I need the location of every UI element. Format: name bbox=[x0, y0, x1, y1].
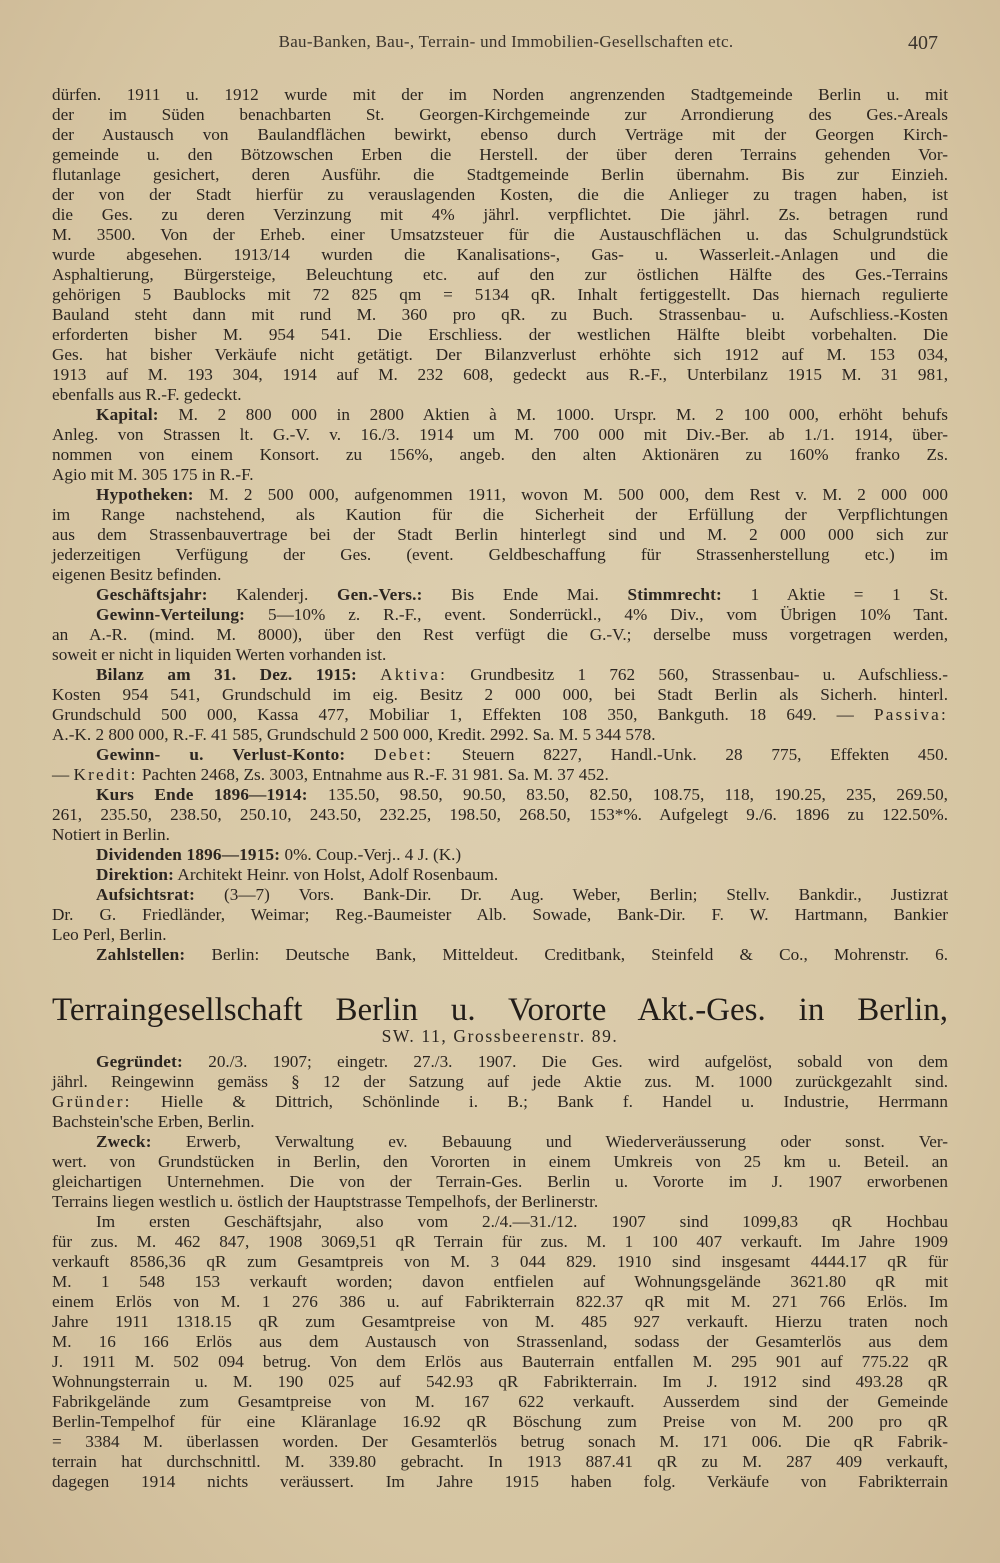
text-line bbox=[52, 1352, 948, 1372]
text-line bbox=[52, 945, 948, 965]
text-line bbox=[52, 265, 948, 285]
text-run: ebenfalls aus R.-F. gedeckt. bbox=[52, 385, 242, 404]
text-line bbox=[52, 725, 948, 745]
text-run: wert. von Grundstücken in Berlin, den Vororten in einem Umkreis von 25 km u. Beteil. an bbox=[52, 1152, 948, 1171]
text-run: der im Süden benachbarten St. Georgen-Kirchgemeinde zur Arrondierung des Ges.-Areals bbox=[52, 105, 948, 124]
text-run: Architekt Heinr. von Holst, Adolf Rosenbaum. bbox=[174, 865, 499, 884]
text-line bbox=[52, 205, 948, 225]
field-label: Bilanz am 31. Dez. 1915: bbox=[96, 665, 357, 684]
text-run: 1 Aktie = 1 St. bbox=[721, 585, 948, 604]
text-run: Pachten 2468, Zs. 3003, Entnahme aus R.-F. 31 981. Sa. M. 37 452. bbox=[137, 765, 609, 784]
text-run: jährl. Reingewinn gemäss § 12 der Satzung auf jede Aktie zus. M. 1000 zurückgezahlt sind. bbox=[52, 1072, 948, 1091]
text-line bbox=[52, 1172, 948, 1192]
text-run: erforderten bisher M. 954 541. Die Erschliess. der westlichen Hälfte bleibt vorbehalten. Die bbox=[52, 325, 948, 344]
text-line bbox=[52, 325, 948, 345]
field-label: Gen.-Vers.: bbox=[337, 585, 423, 604]
text-line bbox=[52, 1332, 948, 1352]
text-run: dagegen 1914 nichts veräussert. Im Jahre 1915 haben folg. Verkäufe von Fabrikterrain bbox=[52, 1472, 948, 1491]
text-line bbox=[52, 105, 948, 125]
text-run: der Austausch von Baulandflächen bewirkt, ebenso durch Verträge mit der Georgen Kirch- bbox=[52, 125, 948, 144]
text-line bbox=[52, 705, 948, 725]
text-run: wurde abgesehen. 1913/14 wurden die Kanalisations-, Gas- u. Wasserleit.-Anlagen und die bbox=[52, 245, 948, 264]
text-run: A.-K. 2 800 000, R.-F. 41 585, Grundschuld 2 500 000, Kredit. 2992. Sa. M. 5 344 578. bbox=[52, 725, 656, 744]
text-run: — bbox=[52, 765, 74, 784]
spaced-label: Debet: bbox=[374, 745, 434, 764]
text-line bbox=[52, 85, 948, 105]
text-line bbox=[52, 805, 948, 825]
field-label: Dividenden 1896—1915: bbox=[96, 845, 281, 864]
text-run: Notiert in Berlin. bbox=[52, 825, 170, 844]
text-line bbox=[52, 785, 948, 805]
text-run: im Range nachstehend, als Kaution für die Sicherheit der Erfüllung der Verpflichtungen bbox=[52, 505, 948, 524]
field-label: Aufsichtsrat: bbox=[96, 885, 196, 904]
company-entry-continued bbox=[52, 85, 948, 965]
text-run: soweit er nicht in liquiden Werten vorhanden ist. bbox=[52, 645, 387, 664]
field-label: Hypotheken: bbox=[96, 485, 194, 504]
text-line bbox=[52, 545, 948, 565]
text-run: Bachstein'sche Erben, Berlin. bbox=[52, 1112, 255, 1131]
text-run: = 3384 M. überlassen worden. Der Gesamterlös betrug sonach M. 171 006. Die qR Fabrik- bbox=[52, 1432, 948, 1451]
text-line bbox=[52, 1372, 948, 1392]
text-run: Terrains liegen westlich u. östlich der Hauptstrasse Tempelhofs, der Berlinerstr. bbox=[52, 1192, 599, 1211]
text-run: M. 3500. Von der Erheb. einer Umsatzsteuer für die Austauschflächen u. das Schulgrundstück bbox=[52, 225, 948, 244]
text-run: 261, 235.50, 238.50, 250.10, 243.50, 232.25, 198.50, 268.50, 153*%. Aufgelegt 9./6. 1896 zu 122.50%. bbox=[52, 805, 948, 824]
company-address: SW. 11, Grossbeerenstr. 89. bbox=[381, 1026, 619, 1046]
text-line bbox=[52, 285, 948, 305]
text-run: Bis Ende Mai. bbox=[422, 585, 628, 604]
field-label: Zahlstellen: bbox=[96, 945, 186, 964]
text-line bbox=[52, 305, 948, 325]
text-line bbox=[52, 1412, 948, 1432]
text-line bbox=[52, 585, 948, 605]
text-run: Bauland steht dann mit rund M. 360 pro qR. zu Buch. Strassenbau- u. Aufschliess.-Kosten bbox=[52, 305, 948, 324]
text-run: nommen von einem Konsort. zu 156%, angeb. den alten Aktionären zu 160% franko Zs. bbox=[52, 445, 948, 464]
text-line bbox=[52, 865, 948, 885]
text-line bbox=[52, 125, 948, 145]
text-run: M. 1 548 153 verkauft worden; davon entfielen auf Wohnungsgelände 3621.80 qR mit bbox=[52, 1272, 948, 1291]
text-line bbox=[52, 1312, 948, 1332]
text-run: M. 2 800 000 in 2800 Aktien à M. 1000. Urspr. M. 2 100 000, erhöht behufs bbox=[158, 405, 948, 424]
text-run: Ges. hat bisher Verkäufe nicht getätigt. Der Bilanzverlust erhöhte sich 1912 auf M. 153 034, bbox=[52, 345, 948, 364]
text-run: Grundbesitz 1 762 560, Strassenbau- u. Aufschliess.- bbox=[447, 665, 949, 684]
text-line bbox=[52, 1052, 948, 1072]
text-run: Hielle & Dittrich, Schönlinde i. B.; Bank f. Handel u. Industrie, Herrmann bbox=[131, 1092, 948, 1111]
text-line bbox=[52, 565, 948, 585]
text-line bbox=[52, 1292, 948, 1312]
text-line bbox=[52, 465, 948, 485]
text-line bbox=[52, 1452, 948, 1472]
field-label: Stimmrecht: bbox=[627, 585, 722, 604]
text-line bbox=[52, 845, 948, 865]
text-run: Asphaltierung, Bürgersteige, Beleuchtung etc. auf den zur östlichen Hälfte des Ges.-Terrains bbox=[52, 265, 948, 284]
text-run bbox=[357, 665, 380, 684]
text-run: 135.50, 98.50, 90.50, 83.50, 82.50, 108.75, 118, 190.25, 235, 269.50, bbox=[307, 785, 948, 804]
text-run: Leo Perl, Berlin. bbox=[52, 925, 167, 944]
text-run: M. 16 166 Erlös aus dem Austausch von Strassenland, sodass der Gesamterlös aus dem bbox=[52, 1332, 948, 1351]
text-line bbox=[52, 245, 948, 265]
field-label: Gewinn-Verteilung: bbox=[96, 605, 246, 624]
text-run: jederzeitigen Verfügung der Ges. (event. Geldbeschaffung für Strassenherstellung etc.) im bbox=[52, 545, 948, 564]
text-line bbox=[52, 905, 948, 925]
text-line bbox=[52, 625, 948, 645]
text-run: J. 1911 M. 502 094 betrug. Von dem Erlös aus Bauterrain entfallen M. 295 901 auf 775.22 qR bbox=[52, 1352, 948, 1371]
text-run: Steuern 8227, Handl.-Unk. 28 775, Effekten 450. bbox=[433, 745, 949, 764]
text-run: Berlin-Tempelhof für eine Kläranlage 16.92 qR Böschung zum Preise von M. 200 pro qR bbox=[52, 1412, 948, 1431]
text-run: für zus. M. 462 847, 1908 3069,51 qR Terrain für zus. M. 1 100 407 verkauft. Im Jahre 1909 bbox=[52, 1232, 948, 1251]
text-line bbox=[52, 185, 948, 205]
company-entry-body bbox=[52, 1052, 948, 1492]
text-run: aus dem Strassenbauvertrage bei der Stadt Berlin hinterlegt sind und M. 2 000 000 sich zur bbox=[52, 525, 948, 544]
text-line bbox=[52, 365, 948, 385]
spaced-label: Gründer: bbox=[52, 1092, 132, 1111]
text-run: 5—10% z. R.-F., event. Sonderrückl., 4% Div., vom Übrigen 10% Tant. bbox=[245, 605, 948, 624]
text-line bbox=[52, 1232, 948, 1252]
text-line bbox=[52, 925, 948, 945]
text-line bbox=[52, 1092, 948, 1112]
text-line bbox=[52, 1072, 948, 1092]
text-run: Kalenderj. bbox=[207, 585, 338, 604]
field-label: Geschäftsjahr: bbox=[96, 585, 208, 604]
text-run: Kosten 954 541, Grundschuld im eig. Besitz 2 000 000, bei Stadt Berlin als Sicherh. hinterl. bbox=[52, 685, 948, 704]
text-run: der von der Stadt hierfür zu verauslagenden Kosten, die die Anlieger zu tragen haben, ist bbox=[52, 185, 948, 204]
text-line bbox=[52, 405, 948, 425]
text-run: 20./3. 1907; eingetr. 27./3. 1907. Die Ges. wird aufgelöst, sobald von dem bbox=[182, 1052, 948, 1071]
text-run: Agio mit M. 305 175 in R.-F. bbox=[52, 465, 254, 484]
text-line bbox=[52, 1152, 948, 1172]
text-run: 0%. Coup.-Verj.. 4 J. (K.) bbox=[280, 845, 462, 864]
text-run: Grundschuld 500 000, Kassa 477, Mobiliar 1, Effekten 108 350, Bankguth. 18 649. — bbox=[52, 705, 875, 724]
text-line bbox=[52, 1432, 948, 1452]
text-line bbox=[52, 1392, 948, 1412]
text-run: die Ges. zu deren Verzinzung mit 4% jährl. verpflichtet. Die jährl. Zs. betragen rund bbox=[52, 205, 948, 224]
spaced-label: Passiva: bbox=[874, 705, 948, 724]
field-label: Gegründet: bbox=[96, 1052, 183, 1071]
page-number: 407 bbox=[908, 32, 938, 54]
text-run: Im ersten Geschäftsjahr, also vom 2./4.—31./12. 1907 sind 1099,83 qR Hochbau bbox=[96, 1212, 948, 1231]
text-run bbox=[345, 745, 374, 764]
text-line bbox=[52, 645, 948, 665]
text-line bbox=[52, 385, 948, 405]
text-run: dürfen. 1911 u. 1912 wurde mit der im Norden angrenzenden Stadtgemeinde Berlin u. mit bbox=[52, 85, 948, 104]
text-line bbox=[52, 425, 948, 445]
text-run: gleichartigen Unternehmen. Die von der Terrain-Ges. Berlin u. Vororte im J. 1907 erworbenen bbox=[52, 1172, 948, 1191]
text-run: Dr. G. Friedländer, Weimar; Reg.-Baumeister Alb. Sowade, Bank-Dir. F. W. Hartmann, Bankier bbox=[52, 905, 948, 924]
text-line bbox=[52, 525, 948, 545]
company-title: Terraingesellschaft Berlin u. Vororte Akt.-Ges. in Berlin, bbox=[52, 992, 948, 1028]
text-line bbox=[52, 1472, 948, 1492]
text-line bbox=[52, 165, 948, 185]
text-run: (3—7) Vors. Bank-Dir. Dr. Aug. Weber, Berlin; Stellv. Bankdir., Justizrat bbox=[195, 885, 948, 904]
text-line bbox=[52, 825, 948, 845]
text-line bbox=[52, 1112, 948, 1132]
text-line bbox=[52, 1132, 948, 1152]
text-run: Berlin: Deutsche Bank, Mitteldeut. Creditbank, Steinfeld & Co., Mohrenstr. 6. bbox=[185, 945, 948, 964]
text-line bbox=[52, 145, 948, 165]
spaced-label: Aktiva: bbox=[380, 665, 448, 684]
text-run: Wohnungsterrain u. M. 190 025 auf 542.93 qR Fabrikterrain. Im J. 1912 sind 493.28 qR bbox=[52, 1372, 948, 1391]
text-line bbox=[52, 665, 948, 685]
text-run: Erwerb, Verwaltung ev. Bebauung und Wiederveräusserung oder sonst. Ver- bbox=[151, 1132, 948, 1151]
text-run: flutanlage gesichert, deren Ausführ. die Stadtgemeinde Berlin übernahm. Bis zur Einzieh. bbox=[52, 165, 948, 184]
text-line bbox=[52, 1272, 948, 1292]
text-run: terrain hat durchschnittl. M. 339.80 gebracht. In 1913 887.41 qR zu M. 287 409 verkauft, bbox=[52, 1452, 948, 1471]
text-run: Fabrikgelände zum Gesamtpreise von M. 167 622 verkauft. Ausserdem sind der Gemeinde bbox=[52, 1392, 948, 1411]
text-run: verkauft 8586,36 qR zum Gesamtpreis von M. 3 044 829. 1910 sind insgesamt 4444.17 qR für bbox=[52, 1252, 948, 1271]
text-line bbox=[52, 745, 948, 765]
running-header: Bau-Banken, Bau-, Terrain- und Immobilien-Gesellschaften etc. bbox=[278, 32, 734, 51]
spaced-label: Kredit: bbox=[73, 765, 138, 784]
field-label: Gewinn- u. Verlust-Konto: bbox=[96, 745, 346, 764]
text-run: eigenen Besitz befinden. bbox=[52, 565, 222, 584]
text-run: gehörigen 5 Baublocks mit 72 825 qm = 5134 qR. Inhalt fertiggestellt. Das hiernach regulierte bbox=[52, 285, 948, 304]
field-label: Direktion: bbox=[96, 865, 175, 884]
text-line bbox=[52, 445, 948, 465]
field-label: Zweck: bbox=[96, 1132, 152, 1151]
text-line bbox=[52, 505, 948, 525]
text-run: 1913 auf M. 193 304, 1914 auf M. 232 608, gedeckt aus R.-F., Unterbilanz 1915 M. 31 981, bbox=[52, 365, 948, 384]
text-run: gemeinde u. den Bötzowschen Erben die Herstell. der über deren Terrains gehenden Vor- bbox=[52, 145, 948, 164]
text-run: an A.-R. (mind. M. 8000), über den Rest verfügt die G.-V.; derselbe muss vorgetragen werden, bbox=[52, 625, 948, 644]
text-line bbox=[52, 1212, 948, 1232]
field-label: Kapital: bbox=[96, 405, 159, 424]
text-run: Anleg. von Strassen lt. G.-V. v. 16./3. 1914 um M. 700 000 mit Div.-Ber. ab 1./1. 1914, über- bbox=[52, 425, 948, 444]
text-line bbox=[52, 885, 948, 905]
text-line bbox=[52, 485, 948, 505]
text-line bbox=[52, 1192, 948, 1212]
text-run: M. 2 500 000, aufgenommen 1911, wovon M. 500 000, dem Rest v. M. 2 000 000 bbox=[193, 485, 948, 504]
text-line bbox=[52, 345, 948, 365]
text-run: einem Erlös von M. 1 276 386 u. auf Fabrikterrain 822.37 qR mit M. 271 766 Erlös. Im bbox=[52, 1292, 948, 1311]
text-line bbox=[52, 685, 948, 705]
field-label: Kurs Ende 1896—1914: bbox=[96, 785, 308, 804]
text-line bbox=[52, 605, 948, 625]
text-run: Jahre 1911 1318.15 qR zum Gesamtpreise von M. 485 927 verkauft. Hierzu traten noch bbox=[52, 1312, 948, 1331]
text-line bbox=[52, 1252, 948, 1272]
text-line bbox=[52, 765, 948, 785]
text-line bbox=[52, 225, 948, 245]
